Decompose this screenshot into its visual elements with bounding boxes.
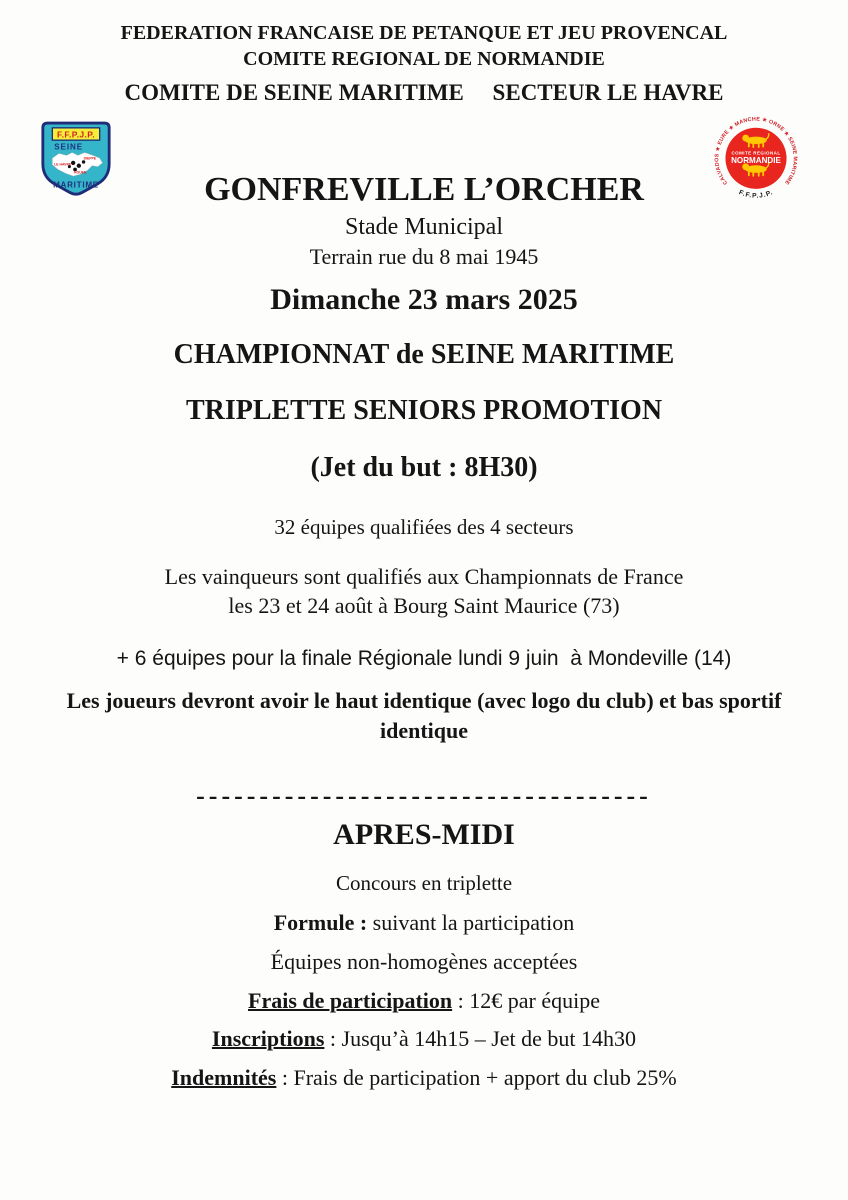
shield-seine-text: SEINE	[54, 142, 84, 152]
svg-text:F.F.P.J.P.	[738, 189, 775, 200]
winners-qualification-line1: Les vainqueurs sont qualifiés aux Championnats de France	[164, 564, 684, 590]
indemnites-label: Indemnités	[171, 1064, 277, 1090]
frais-label: Frais de participation	[248, 987, 453, 1013]
category-title: TRIPLETTE SENIORS PROMOTION	[185, 395, 663, 427]
dashed-divider: ------------------------------------	[196, 781, 652, 811]
comite-regional-normandie-logo	[711, 108, 801, 214]
inscriptions-value: : Jusqu’à 14h15 – Jet de but 14h30	[324, 1026, 637, 1052]
dress-code-note: Les joueurs devront avoir le haut identique (avec logo du club) et bas sportif identique	[66, 687, 782, 743]
frais-value: : 12€ par équipe	[452, 987, 600, 1013]
venue-stadium: Stade Municipal	[345, 214, 503, 241]
winners-qualification-line2: les 23 et 24 août à Bourg Saint Maurice (73)	[228, 592, 620, 618]
boule-dot-icon	[82, 160, 85, 163]
logo-normandie-text: NORMANDIE	[731, 156, 781, 166]
map-town-dieppe: DIEPPE	[83, 156, 97, 161]
regional-final-note: + 6 équipes pour la finale Régionale lundi 9 juin à Mondeville (14)	[116, 646, 732, 670]
department-sector-title: COMITE DE SEINE MARITIME SECTEUR LE HAVRE	[124, 80, 724, 105]
formule-value: suivant la participation	[367, 910, 575, 936]
shield-banner-text: F.F.P.J.P.	[56, 129, 96, 140]
venue-title: GONFREVILLE L’ORCHER	[204, 170, 644, 208]
map-town-le-havre: LE HAVRE	[54, 162, 72, 167]
formule-label: Formule :	[273, 910, 368, 936]
championship-title: CHAMPIONNAT de SEINE MARITIME	[173, 338, 675, 370]
logo-comite-regional-text: COMITE REGIONAL	[731, 150, 781, 156]
equipes-line: Équipes non-homogènes acceptées	[270, 949, 578, 975]
start-time: (Jet du but : 8H30)	[310, 451, 538, 483]
afternoon-title: APRES-MIDI	[333, 818, 515, 852]
federation-title: FEDERATION FRANCAISE DE PETANQUE ET JEU PROVENCAL	[120, 22, 728, 44]
afternoon-contest-type: Concours en triplette	[335, 871, 513, 896]
indemnites-value: : Frais de participation + apport du club 25%	[276, 1064, 677, 1090]
regional-committee-title: COMITE REGIONAL DE NORMANDIE	[243, 48, 605, 70]
shield-maritime-text: MARITIME	[53, 180, 99, 190]
logo-ffpjp-text: F.F.P.J.P.	[737, 189, 775, 200]
qualified-teams: 32 équipes qualifiées des 4 secteurs	[274, 515, 574, 540]
frais-line	[0, 987, 848, 1016]
inscriptions-line	[0, 1025, 848, 1054]
event-date: Dimanche 23 mars 2025	[270, 282, 578, 316]
map-town-rouen: ROUEN	[74, 170, 87, 175]
ring-departments-text: CALVADOS ★ EURE ★ MANCHE ★ ORNE ★ SEINE MARITIME	[714, 116, 798, 186]
indemnites-line	[0, 1064, 848, 1093]
ffpjp-seine-maritime-shield-logo	[40, 120, 112, 202]
inscriptions-label: Inscriptions	[211, 1026, 325, 1052]
venue-address: Terrain rue du 8 mai 1945	[309, 244, 539, 270]
boule-dot-icon	[71, 161, 75, 165]
formule-line	[0, 909, 848, 938]
boule-dot-icon	[77, 164, 81, 168]
